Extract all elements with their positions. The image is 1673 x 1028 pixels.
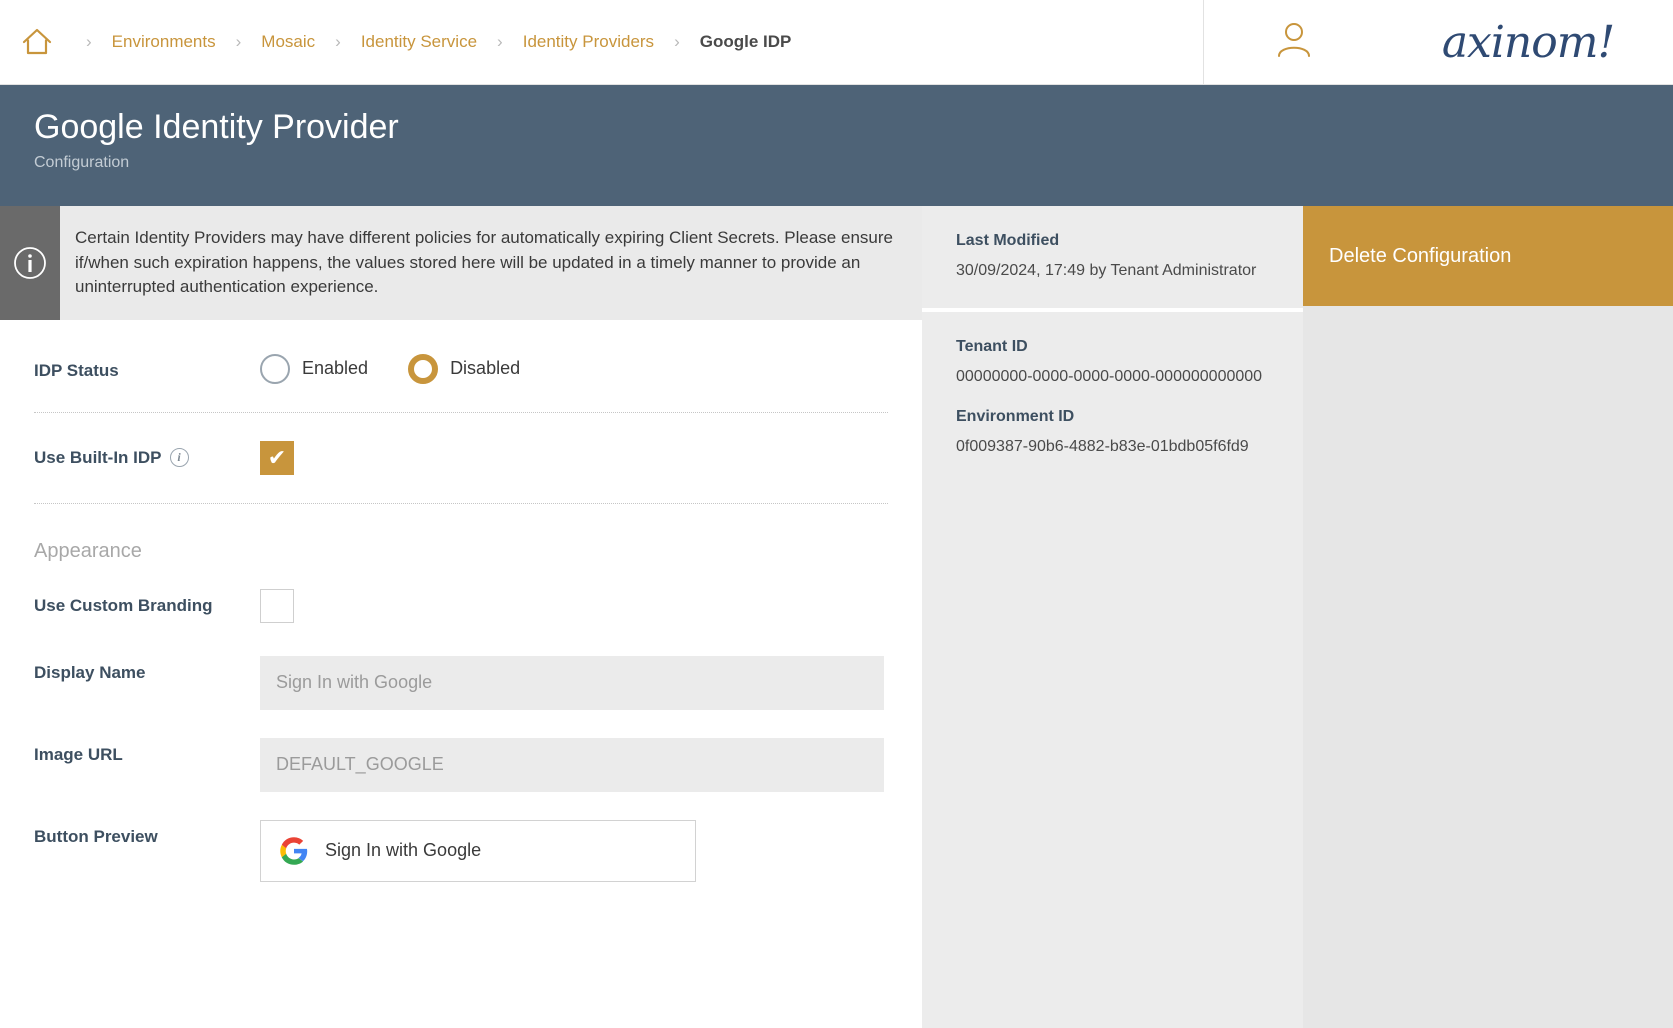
info-icon xyxy=(0,206,60,320)
delete-configuration-button[interactable]: Delete Configuration xyxy=(1303,206,1673,306)
button-preview-controls xyxy=(260,820,888,882)
google-logo-icon xyxy=(279,836,309,866)
image-url-label: Image URL xyxy=(34,744,123,764)
breadcrumb-item-google-idp: Google IDP xyxy=(699,32,792,51)
field-display-name xyxy=(34,656,888,738)
field-image-url xyxy=(34,738,888,820)
display-name-label: Display Name xyxy=(34,662,146,682)
checkbox-use-custom-branding[interactable] xyxy=(260,589,294,623)
page-header xyxy=(0,85,1673,206)
breadcrumb-separator: › xyxy=(497,32,503,51)
display-name-controls xyxy=(260,656,888,710)
home-icon[interactable] xyxy=(20,25,54,59)
last-modified-value: 30/09/2024, 17:49 by Tenant Administrator xyxy=(956,262,1257,279)
top-bar-right xyxy=(1203,0,1673,84)
field-idp-status xyxy=(34,354,888,413)
image-url-controls xyxy=(260,738,888,792)
idp-status-controls xyxy=(260,354,888,384)
radio-enabled-label: Enabled xyxy=(302,358,369,379)
use-builtin-idp-label-text: Use Built-In IDP xyxy=(34,447,162,467)
button-preview-label: Button Preview xyxy=(34,826,158,846)
use-custom-branding-label: Use Custom Branding xyxy=(34,595,213,615)
tenant-id-label: Tenant ID xyxy=(956,338,1028,355)
breadcrumb-separator: › xyxy=(86,32,92,51)
page-title: Google Identity Provider xyxy=(34,108,399,146)
field-use-custom-branding xyxy=(34,589,888,656)
metadata-ids xyxy=(922,312,1303,484)
use-builtin-idp-controls xyxy=(260,441,888,475)
user-account-icon xyxy=(1273,18,1315,67)
tenant-id-value: 00000000-0000-0000-0000-000000000000 xyxy=(956,368,1263,385)
checkbox-use-builtin-idp[interactable]: ✔ xyxy=(260,441,294,475)
info-banner xyxy=(0,206,922,320)
metadata-panel xyxy=(922,206,1303,1028)
user-account-button[interactable] xyxy=(1203,0,1383,84)
info-icon[interactable]: i xyxy=(170,448,189,467)
actions-panel xyxy=(1303,206,1673,1028)
field-use-builtin-idp xyxy=(34,441,888,504)
section-title-appearance: Appearance xyxy=(34,539,142,562)
page-body xyxy=(0,206,1673,1028)
breadcrumb-separator: › xyxy=(335,32,341,51)
breadcrumb-item-mosaic[interactable]: Mosaic xyxy=(261,32,316,51)
breadcrumb-separator: › xyxy=(235,32,242,51)
brand-logo-text: axinom! xyxy=(1441,16,1615,68)
breadcrumb-item-identity-service[interactable]: Identity Service xyxy=(360,32,478,51)
top-bar xyxy=(0,0,1673,85)
brand-logo[interactable] xyxy=(1383,0,1673,84)
breadcrumb-item-identity-providers[interactable]: Identity Providers xyxy=(522,32,655,51)
google-signin-button-text: Sign In with Google xyxy=(325,840,482,861)
image-url-input[interactable] xyxy=(260,738,884,792)
display-name-input[interactable] xyxy=(260,656,884,710)
radio-disabled[interactable] xyxy=(408,354,438,384)
google-signin-button-preview[interactable] xyxy=(260,820,696,882)
environment-id-value: 0f009387-90b6-4882-b83e-01bdb05f6fd9 xyxy=(956,438,1249,455)
breadcrumb xyxy=(0,0,1203,84)
main-content xyxy=(0,206,922,1028)
last-modified-label: Last Modified xyxy=(956,232,1060,249)
idp-status-label: IDP Status xyxy=(34,360,119,380)
environment-id-label: Environment ID xyxy=(956,408,1075,425)
page-subtitle: Configuration xyxy=(34,153,130,171)
info-banner-text: Certain Identity Providers may have different policies for automatically expiring Client Secrets. Please ensure if/when such expiration happens, the values stored here will be updated in a timely manner to provide an uninterrupted authentication experience. xyxy=(75,228,893,297)
configuration-form xyxy=(0,320,922,910)
breadcrumb-item-environments[interactable]: Environments xyxy=(111,32,216,51)
radio-disabled-label: Disabled xyxy=(450,358,521,379)
radio-enabled[interactable] xyxy=(260,354,290,384)
use-builtin-idp-label xyxy=(34,441,260,469)
field-button-preview xyxy=(34,820,888,910)
metadata-last-modified xyxy=(922,206,1303,312)
use-custom-branding-controls xyxy=(260,589,888,628)
breadcrumb-separator: › xyxy=(674,32,680,51)
